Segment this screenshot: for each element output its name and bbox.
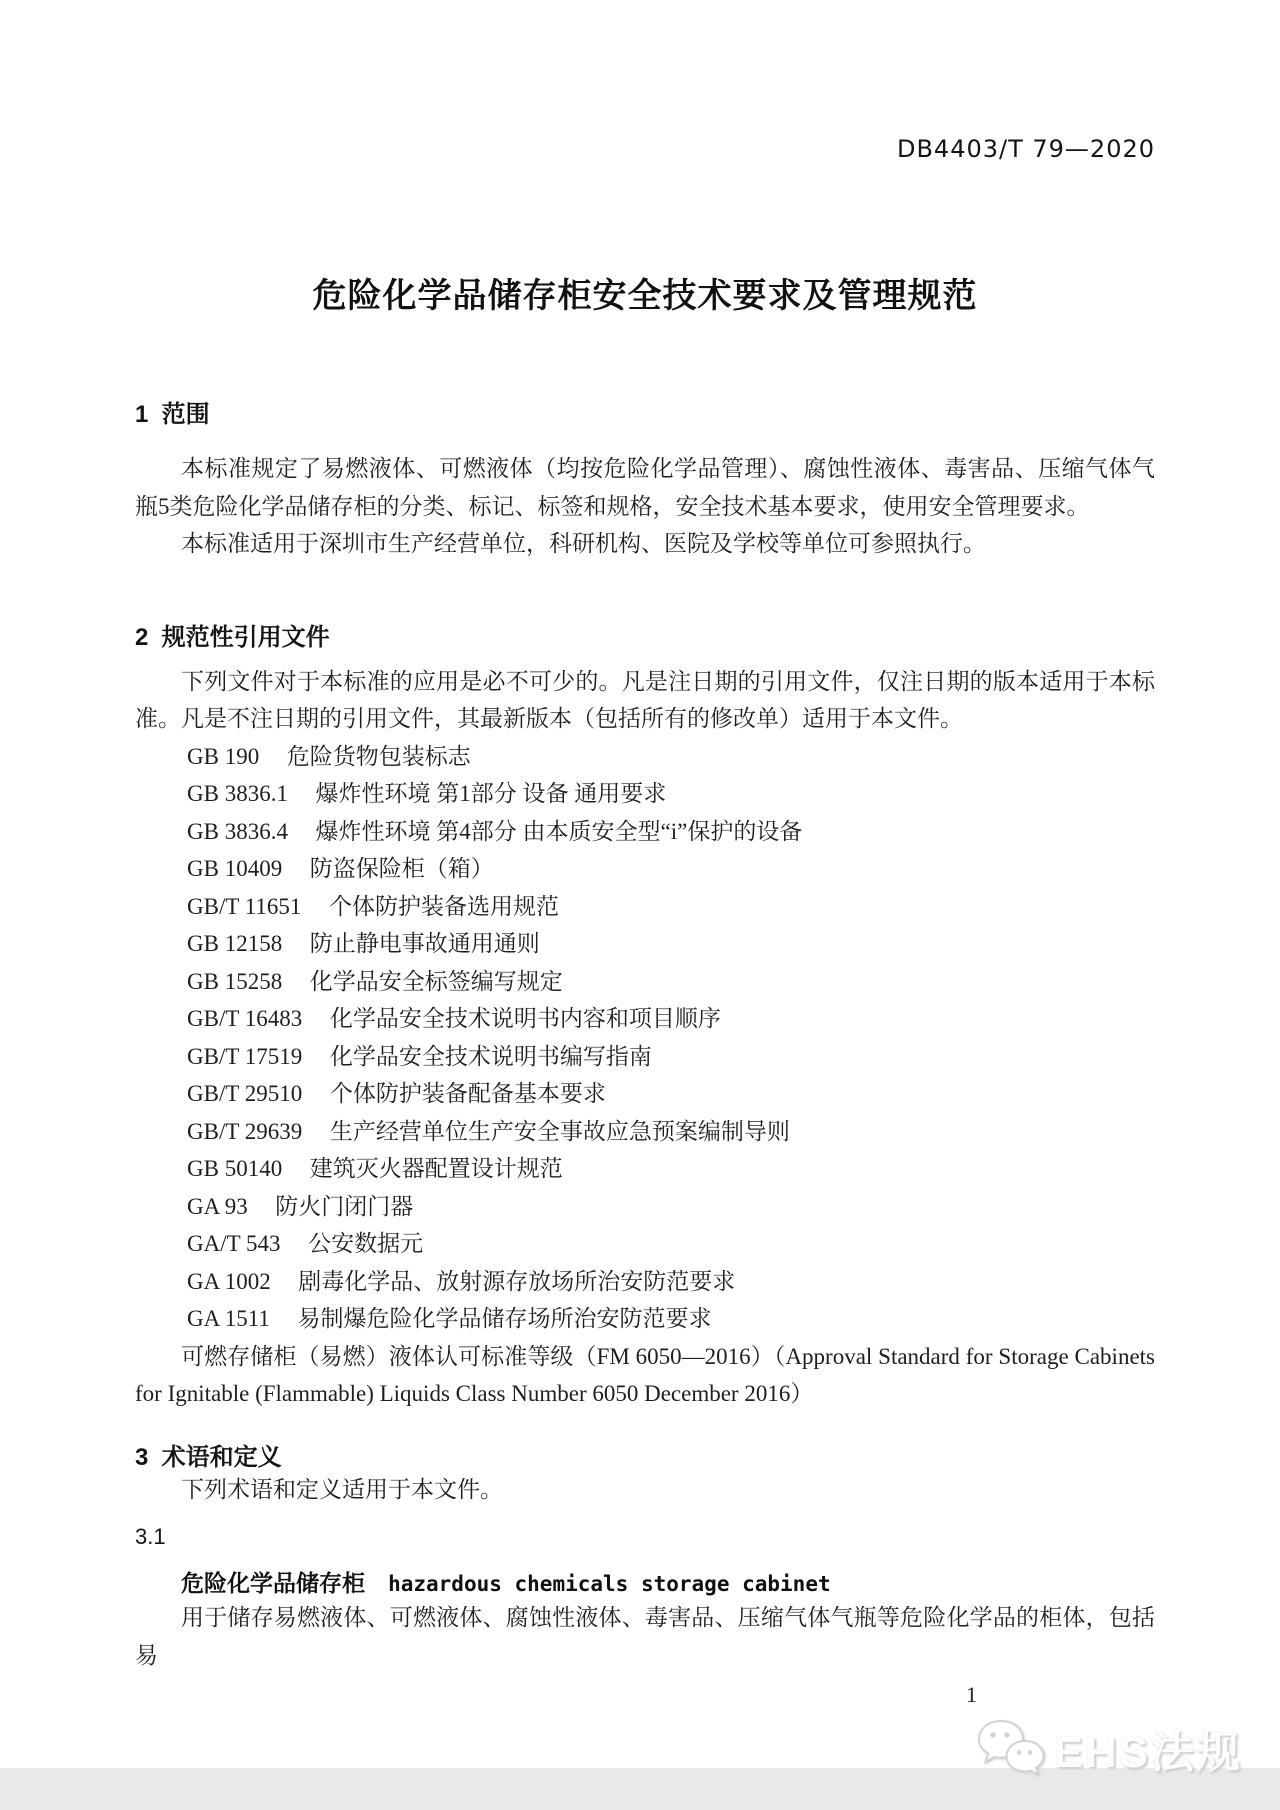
reference-code: GB 3836.4 xyxy=(187,818,288,844)
reference-title: 个体防护装备配备基本要求 xyxy=(329,1081,606,1106)
reference-title: 易制爆危险化学品储存场所治安防范要求 xyxy=(297,1306,712,1331)
reference-title: 化学品安全技术说明书内容和项目顺序 xyxy=(329,1006,721,1031)
reference-title: 爆炸性环境 第4部分 由本质安全型“i”保护的设备 xyxy=(315,818,803,844)
page-content xyxy=(135,0,1155,1674)
reference-code: GB 190 xyxy=(187,743,260,769)
reference-code: GB/T 11651 xyxy=(187,893,302,919)
reference-title: 公安数据元 xyxy=(308,1231,424,1256)
references-intro: 下列文件对于本标准的应用是必不可少的。凡是注日期的引用文件，仅注日期的版本适用于本标准。凡是不注日期的引用文件，其最新版本（包括所有的修改单）适用于本文件。 xyxy=(135,668,1155,731)
watermark-text: EHS法规 xyxy=(1053,1728,1242,1777)
reference-code: GB 15258 xyxy=(187,968,283,994)
reference-item xyxy=(187,850,1155,888)
reference-code: GB 12158 xyxy=(187,931,283,956)
fm-reference: 可燃存储柜（易燃）液体认可标准等级（FM 6050—2016）（Approval Standard for Storage Cabinets for Ignitable (Flammable) Liquids Class Number 6050 December 2016） xyxy=(135,1343,1155,1406)
reference-title: 防止静电事故通用通则 xyxy=(309,931,540,956)
watermark xyxy=(976,1716,1242,1780)
section-heading-terms: 3 术语和定义 xyxy=(135,1443,282,1471)
reference-item xyxy=(187,1113,1155,1151)
reference-code: GA 1511 xyxy=(187,1306,270,1331)
reference-title: 生产经营单位生产安全事故应急预案编制导则 xyxy=(329,1118,790,1144)
terms-intro: 下列术语和定义适用于本文件。 xyxy=(181,1476,503,1502)
reference-code: GA 93 xyxy=(187,1193,248,1219)
scope-paragraph: 本标准适用于深圳市生产经营单位，科研机构、医院及学校等单位可参照执行。 xyxy=(181,531,986,556)
reference-item xyxy=(187,1225,1155,1263)
page-title: 危险化学品储存柜安全技术要求及管理规范 xyxy=(312,277,978,315)
reference-title: 个体防护装备选用规范 xyxy=(328,893,559,919)
reference-item xyxy=(187,925,1155,963)
reference-code: GB 3836.1 xyxy=(187,781,288,806)
reference-code: GB/T 29639 xyxy=(187,1118,303,1144)
section-heading-scope: 1 范围 xyxy=(135,401,210,428)
scope-paragraph: 本标准规定了易燃液体、可燃液体（均按危险化学品管理）、腐蚀性液体、毒害品、压缩气体气瓶5类危险化学品储存柜的分类、标记、标签和规格，安全技术基本要求，使用安全管理要求。 xyxy=(135,456,1155,519)
reference-item xyxy=(187,888,1155,926)
reference-title: 化学品安全技术说明书编写指南 xyxy=(329,1043,652,1069)
page-number: 1 xyxy=(966,1682,977,1707)
reference-code: GB/T 17519 xyxy=(187,1043,303,1069)
reference-item xyxy=(187,738,1155,776)
reference-item xyxy=(187,1150,1155,1188)
wechat-icon xyxy=(976,1718,1046,1778)
term-zh: 危险化学品储存柜 xyxy=(181,1570,365,1596)
reference-item xyxy=(187,1188,1155,1226)
reference-item xyxy=(187,1038,1155,1076)
term-en: hazardous chemicals storage cabinet xyxy=(388,1572,831,1596)
reference-code: GA/T 543 xyxy=(187,1231,281,1256)
reference-title: 剧毒化学品、放射源存放场所治安防范要求 xyxy=(298,1268,736,1294)
section-heading-references: 2 规范性引用文件 xyxy=(135,623,330,651)
reference-title: 危险货物包装标志 xyxy=(286,743,471,769)
reference-item xyxy=(187,775,1155,813)
reference-item xyxy=(187,1263,1155,1301)
reference-code: GB 50140 xyxy=(187,1156,283,1181)
reference-title: 爆炸性环境 第1部分 设备 通用要求 xyxy=(315,781,667,806)
reference-item xyxy=(187,1075,1155,1113)
reference-item xyxy=(187,1000,1155,1038)
reference-title: 防盗保险柜（箱） xyxy=(309,856,494,881)
reference-title: 建筑灭火器配置设计规范 xyxy=(309,1156,563,1181)
reference-item xyxy=(187,963,1155,1001)
reference-code: GA 1002 xyxy=(187,1268,271,1294)
reference-code: GB/T 29510 xyxy=(187,1081,303,1106)
subsection-number: 3.1 xyxy=(135,1524,166,1549)
reference-code: GB/T 16483 xyxy=(187,1006,303,1031)
reference-item xyxy=(187,1300,1155,1338)
reference-title: 防火门闭门器 xyxy=(275,1193,414,1219)
term-line xyxy=(135,1568,1155,1599)
reference-item xyxy=(187,813,1155,851)
reference-list xyxy=(187,738,1155,1338)
doc-number: DB4403/T 79—2020 xyxy=(896,135,1155,163)
reference-title: 化学品安全标签编写规定 xyxy=(309,968,563,994)
term-definition: 用于储存易燃液体、可燃液体、腐蚀性液体、毒害品、压缩气体气瓶等危险化学品的柜体，包括易 xyxy=(135,1605,1155,1668)
reference-code: GB 10409 xyxy=(187,856,283,881)
